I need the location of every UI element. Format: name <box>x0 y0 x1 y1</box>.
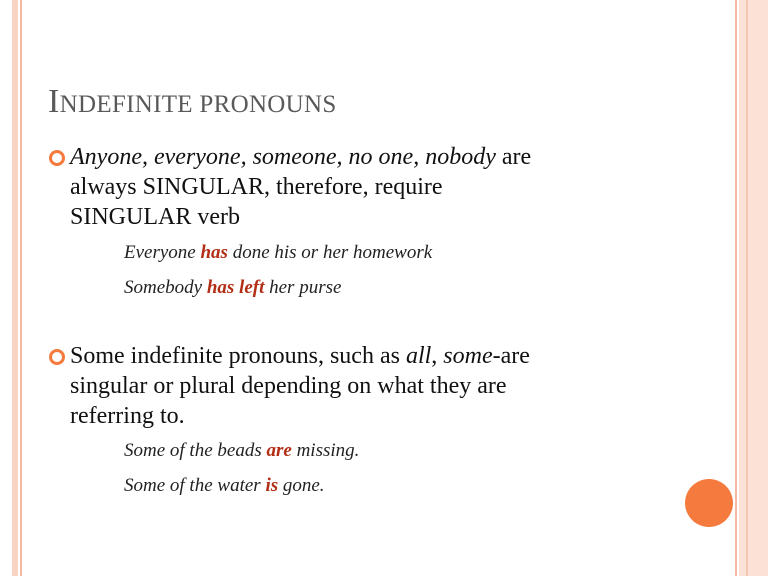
left-decor-stripe <box>12 0 18 576</box>
example-4: Some of the water is gone. <box>124 475 325 496</box>
right-decor-band <box>739 0 768 576</box>
orange-dot-icon <box>685 479 733 527</box>
bullet-2-line-3: referring to. <box>70 403 185 429</box>
slide-title: INDEFINITE PRONOUNS <box>48 83 337 120</box>
example-2: Somebody has left her purse <box>124 277 342 298</box>
bullet-1-text <box>70 142 531 232</box>
right-decor-inner-line <box>746 0 748 576</box>
bullet-1-line-3: SINGULAR verb <box>70 204 240 230</box>
example-3: Some of the beads are missing. <box>124 440 360 461</box>
bullet-2-line-1: Some indefinite pronouns, such as all, some-are <box>70 343 530 369</box>
bullet-ring-icon <box>48 348 66 366</box>
bullet-1-line-2: always SINGULAR, therefore, require <box>70 174 443 200</box>
bullet-ring-icon <box>48 149 66 167</box>
bullet-1-line-1: Anyone, everyone, someone, no one, nobody are <box>70 144 532 170</box>
right-decor-line <box>735 0 737 576</box>
bullet-2-line-2: singular or plural depending on what they are <box>70 373 507 399</box>
bullet-2-text <box>70 341 530 431</box>
example-1: Everyone has done his or her homework <box>124 242 433 263</box>
left-decor-line <box>20 0 22 576</box>
